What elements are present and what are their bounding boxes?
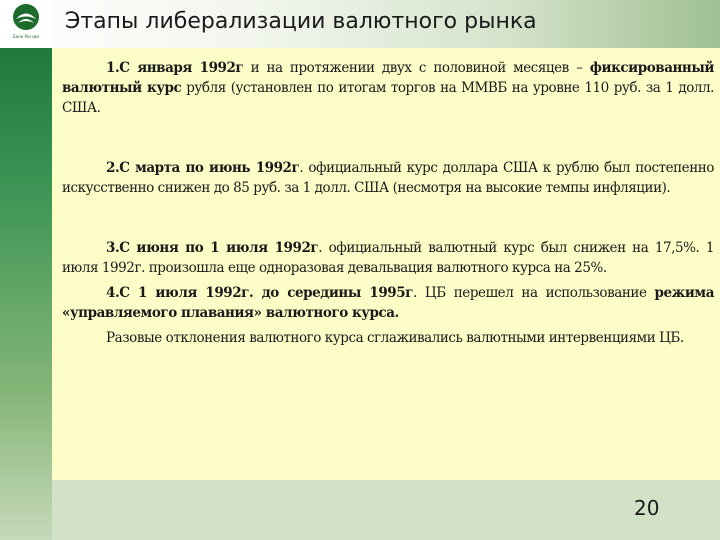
logo-text: Банк России <box>13 34 39 39</box>
paragraph-2 <box>62 158 714 198</box>
paragraph-1-text: и на протяжении двух с половиной месяцев – <box>243 60 590 76</box>
paragraph-3-lead: 3.С июня по 1 июля 1992г <box>106 240 319 256</box>
footer-area <box>52 480 720 540</box>
paragraph-5-text: Разовые отклонения валютного курса сглаживались валютными интервенциями ЦБ. <box>106 330 684 346</box>
paragraph-4-lead: 4.С 1 июля 1992г. до середины 1995г <box>106 285 413 301</box>
paragraph-1 <box>62 58 714 118</box>
slide-title: Этапы либерализации валютного рынка <box>65 9 537 34</box>
paragraph-2-text: . официальный курс доллара США к рублю был постепенно искусственно снижен до 85 руб. за 1 долл. США (несмотря на высокие темпы инфляции). <box>62 160 714 196</box>
content-text <box>62 58 714 348</box>
paragraph-1-tail: рубля (установлен по итогам торгов на ММВБ на уровне 110 руб. за 1 долл. США. <box>62 80 715 116</box>
left-decor-band <box>0 48 52 540</box>
paragraph-3-text: . официальный валютный курс был снижен на 17,5%. 1 июля 1992г. произошла еще одноразовая девальвация валютного курса на 25%. <box>62 240 714 276</box>
paragraph-4-text: . ЦБ перешел на использование <box>413 285 655 301</box>
bank-logo-icon <box>0 0 52 36</box>
page-number: 20 <box>634 496 660 520</box>
paragraph-4-bold: режима «управляемого плавания» валютного курса. <box>62 285 714 321</box>
paragraph-1-lead: 1.С января 1992г <box>106 60 244 76</box>
slide-header <box>0 0 720 48</box>
paragraph-5 <box>62 328 714 348</box>
paragraph-1-bold: фиксированный валютный курс <box>62 60 714 96</box>
paragraph-4 <box>62 283 714 323</box>
paragraph-3 <box>62 238 714 278</box>
paragraph-2-lead: 2.С марта по июнь 1992г <box>106 160 300 176</box>
logo <box>0 0 52 48</box>
